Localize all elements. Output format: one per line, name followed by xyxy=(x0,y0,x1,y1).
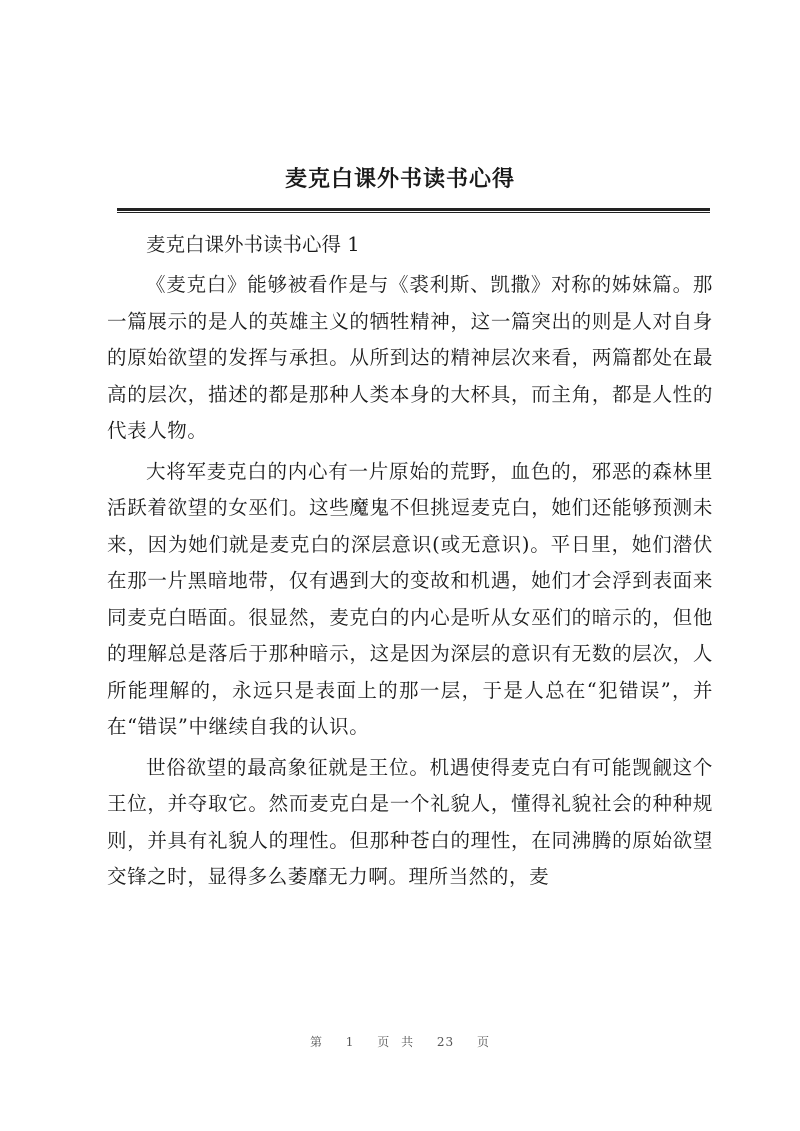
section-heading: 麦克白课外书读书心得 1 xyxy=(146,233,360,256)
document-body xyxy=(107,226,713,896)
footer-middle: 页 共 xyxy=(377,1035,415,1049)
paragraph-1: 《麦克白》能够被看作是与《裘利斯、凯撒》对称的姊妹篇。那一篇展示的是人的英雄主义的牺牲精神，这一篇突出的则是人对自身的原始欲望的发挥与承担。从所到达的精神层次来看，两篇都处在最高的层次，描述的都是那种人类本身的大杯具，而主角，都是人性的代表人物。 xyxy=(107,273,713,442)
total-pages: 23 xyxy=(436,1035,455,1049)
footer-prefix: 第 xyxy=(309,1035,323,1049)
title-divider xyxy=(117,208,710,213)
document-title: 麦克白课外书读书心得 xyxy=(284,166,515,192)
page-number: 1 xyxy=(345,1035,355,1049)
footer-suffix: 页 xyxy=(477,1035,491,1049)
paragraph-2: 大将军麦克白的内心有一片原始的荒野，血色的，邪恶的森林里活跃着欲望的女巫们。这些魔鬼不但挑逗麦克白，她们还能够预测未来，因为她们就是麦克白的深层意识(或无意识)。平日里，她们潜伏在那一片黑暗地带，仅有遇到大的变故和机遇，她们才会浮到表面来同麦克白晤面。很显然，麦克白的内心是听从女巫们的暗示的，但他的理解总是落后于那种暗示，这是因为深层的意识有无数的层次，人所能理解的，永远只是表面上的那一层，于是人总在“犯错误”，并在“错误”中继续自我的认识。 xyxy=(107,459,713,738)
paragraph-3: 世俗欲望的最高象征就是王位。机遇使得麦克白有可能觊觎这个王位，并夺取它。然而麦克白是一个礼貌人，懂得礼貌社会的种种规则，并具有礼貌人的理性。但那种苍白的理性，在同沸腾的原始欲望交锋之时，显得多么萎靡无力啊。理所当然的，麦 xyxy=(107,755,713,888)
page-footer xyxy=(0,1033,800,1050)
